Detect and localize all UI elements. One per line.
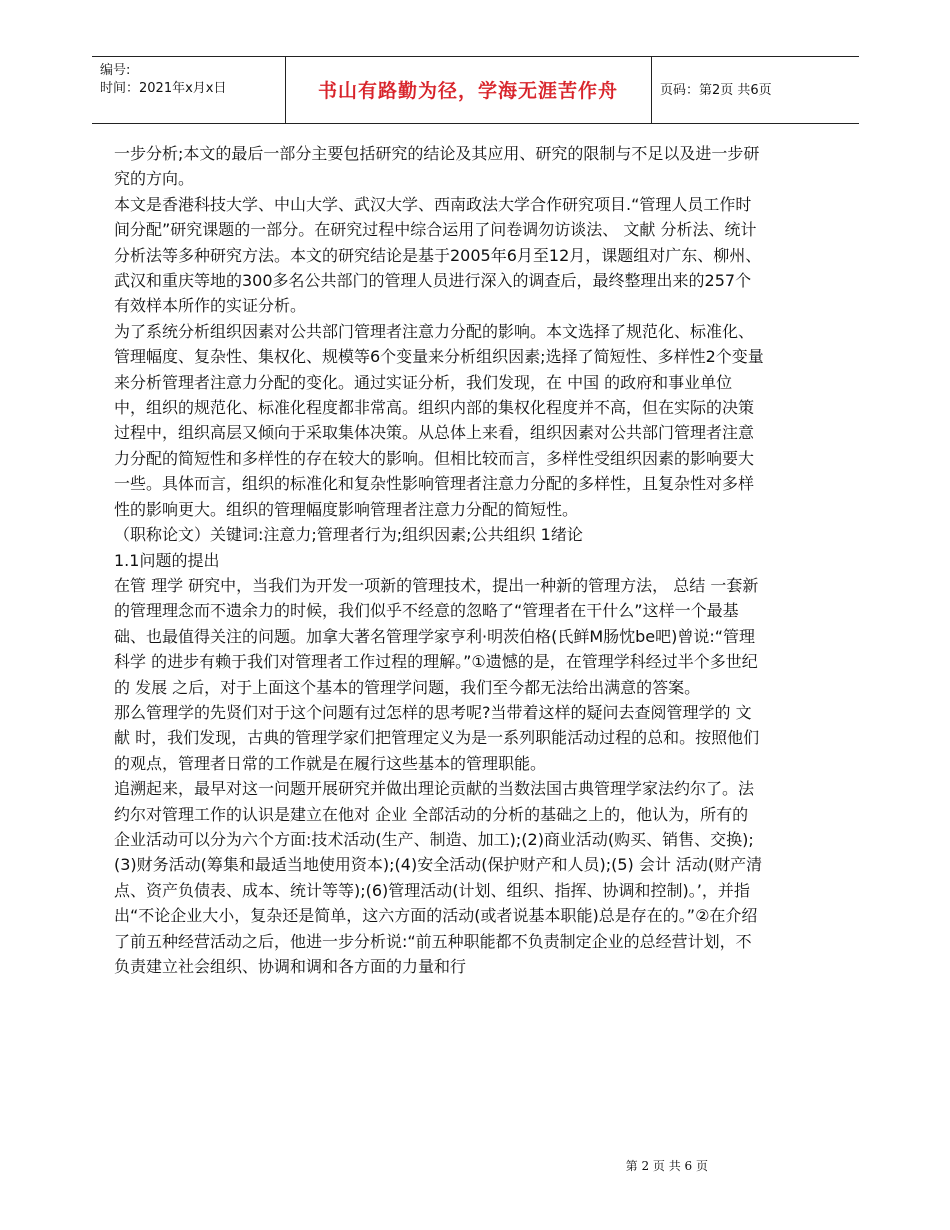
section-heading: 1.1问题的提出 <box>114 550 220 570</box>
header-motto: 书山有路勤为径，学海无涯苦作舟 <box>317 80 618 102</box>
header-divider <box>651 57 652 123</box>
number-label: 编号: <box>100 63 131 78</box>
paragraph: 那么管理学的先贤们对于这个问题有过怎样的思考呢?当带着这样的疑问去查阅管理学的 文献 时，我们发现，古典的管理学家们把管理定义为是一系列职能活动过程的总和。按照他们的观点，管理者日常的工作就是在履行这些基本的管理职能。 <box>114 702 760 773</box>
page-label: 页码：第2页 共6页 <box>660 83 772 98</box>
page-footer: 第 2 页 共 6 页 <box>625 1159 708 1173</box>
paragraph: 在管 理学 研究中，当我们为开发一项新的管理技术，提出一种新的管理方法， 总结 一套新的管理理念而不遗余力的时候，我们似乎不经意的忽略了“管理者在干什么”这样一个最基础、也最值得关注的问题。加拿大著名管理学家亨利·明茨伯格(氏鲜M肠忱be吧)曾说:“管理 科学 的进步有赖于我们对管理者工作过程的理解。”①遗憾的是，在管理学科经过半个多世纪的 发展 之后，对于上面这个基本的管理学问题，我们至今都无法给出满意的答案。 <box>114 575 759 697</box>
document-body <box>114 141 764 979</box>
paragraph: 一步分析;本文的最后一部分主要包括研究的结论及其应用、研究的限制与不足以及进一步研究的方向。 <box>114 144 760 189</box>
paragraph: 追溯起来，最早对这一问题开展研究并做出理论贡献的当数法国古典管理学家法约尔了。法约尔对管理工作的认识是建立在他对 企业 全部活动的分析的基础之上的，他认为，所有的企业活动可以分为六个方面:技术活动(生产、制造、加工);(2)商业活动(购买、销售、交换);(3)财务活动(筹集和最适当地使用资本);(4)安全活动(保护财产和人员);(5) 会计 活动(财产清点、资产负债表、成本、统计等等);(6)管理活动(计划、组织、指挥、协调和控制)。’，并指出“不论企业大小，复杂还是简单，这六方面的活动(或者说基本职能)总是存在的。”②在介绍了前五种经营活动之后，他进一步分析说:“前五种职能都不负责制定企业的总经营计划，不负责建立社会组织、协调和调和各方面的力量和行 <box>114 779 763 976</box>
paragraph: 本文是香港科技大学、中山大学、武汉大学、西南政法大学合作研究项目.“管理人员工作时间分配”研究课题的一部分。在研究过程中综合运用了问卷调勿访谈法、 文献 分析法、统计分析法等多种研究方法。本文的研究结论是基于2005年6月至12月，课题组对广东、柳州、武汉和重庆等地的300多名公共部门的管理人员进行深入的调查后，最终整理出来的257个有效样本所作的实证分析。 <box>114 194 762 316</box>
paragraph: 为了系统分析组织因素对公共部门管理者注意力分配的影响。本文选择了规范化、标准化、管理幅度、复杂性、集权化、规模等6个变量来分析组织因素;选择了简短性、多样性2个变量来分析管理者注意力分配的变化。通过实证分析，我们发现，在 中国 的政府和事业单位中，组织的规范化、标准化程度都非常高。组织内部的集权化程度并不高，但在实际的决策过程中，组织高层又倾向于采取集体决策。从总体上来看，组织因素对公共部门管理者注意力分配的简短性和多样性的存在较大的影响。但相比较而言，多样性受组织因素的影响要大一些。具体而言，组织的标准化和复杂性影响管理者注意力分配的多样性，且复杂性对多样性的影响更大。组织的管理幅度影响管理者注意力分配的简短性。 <box>114 321 764 519</box>
keywords-line: （职称论文）关键词:注意力;管理者行为;组织因素;公共组织 1绪论 <box>114 525 583 545</box>
time-label: 时间：2021年x月x日 <box>100 81 227 96</box>
